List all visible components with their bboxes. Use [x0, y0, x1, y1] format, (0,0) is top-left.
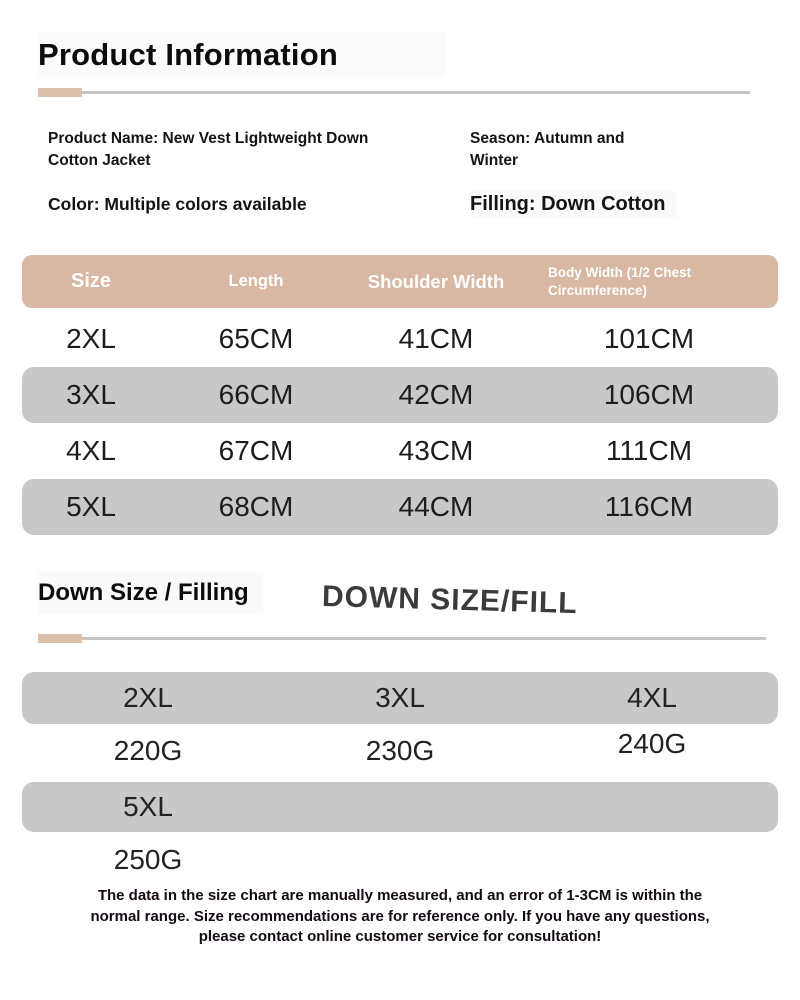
cell-body-width: 111CM — [605, 435, 693, 466]
divider-line — [82, 637, 766, 640]
product-name-text: Product Name: New Vest Lightweight Down Cotton Jacket — [48, 130, 369, 169]
size-chart-header-row — [22, 255, 778, 308]
filling-text: Filling: Down Cotton — [470, 191, 676, 218]
down-weights-row-1 — [22, 726, 778, 776]
section-divider — [38, 634, 766, 643]
down-weight-value: 220G — [113, 735, 183, 766]
cell-body-width: 116CM — [604, 491, 694, 522]
cell-body-width: 101CM — [603, 323, 695, 354]
measurement-disclaimer: The data in the size chart are manually measured, and an error of 1-3CM is within the normal range. Size recommendations are for reference only. If you have any questions, please contact online customer service for consultation! — [90, 887, 710, 946]
table-row — [22, 367, 778, 423]
table-row — [22, 311, 778, 367]
divider-line — [82, 91, 750, 94]
cell-size: 3XL — [66, 379, 116, 410]
size-chart-table — [22, 255, 778, 535]
cell-size: 4XL — [66, 435, 116, 466]
down-size-label: 3XL — [375, 682, 425, 713]
cell-size: 5XL — [66, 491, 116, 522]
column-header-shoulder-width: Shoulder Width — [367, 270, 505, 292]
section-divider — [38, 88, 750, 97]
cell-length: 66CM — [218, 379, 294, 410]
down-size-label: 2XL — [123, 682, 173, 713]
down-sizes-row-2 — [22, 782, 778, 832]
season-text: Season: Autumn and Winter — [470, 130, 625, 169]
cell-body-width: 106CM — [603, 379, 695, 410]
page-title: Product Information — [38, 32, 446, 77]
table-row — [22, 479, 778, 535]
down-weight-value: 230G — [365, 735, 435, 766]
down-weights-row-2 — [22, 836, 778, 884]
column-header-size: Size — [70, 270, 112, 292]
down-weight-value: 240G — [617, 728, 687, 759]
divider-accent-block — [38, 88, 82, 97]
column-header-body-width: Body Width (1/2 Chest Circumference) — [548, 264, 692, 298]
down-size-section-subtitle: DOWN SIZE/FILL — [321, 580, 579, 621]
cell-shoulder: 41CM — [398, 323, 474, 354]
column-header-length: Length — [228, 272, 284, 290]
cell-length: 65CM — [218, 323, 294, 354]
cell-length: 68CM — [218, 491, 294, 522]
cell-shoulder: 42CM — [398, 379, 474, 410]
down-sizes-row-1 — [22, 672, 778, 724]
color-text: Color: Multiple colors available — [48, 194, 307, 214]
down-weight-value: 250G — [113, 844, 183, 875]
cell-shoulder: 44CM — [398, 491, 474, 522]
cell-shoulder: 43CM — [398, 435, 474, 466]
divider-accent-block — [38, 634, 82, 643]
cell-length: 67CM — [218, 435, 294, 466]
down-size-label: 4XL — [627, 682, 677, 713]
down-size-section-title: Down Size / Filling — [38, 572, 263, 613]
down-size-label: 5XL — [123, 791, 173, 822]
table-row — [22, 423, 778, 479]
cell-size: 2XL — [66, 323, 116, 354]
